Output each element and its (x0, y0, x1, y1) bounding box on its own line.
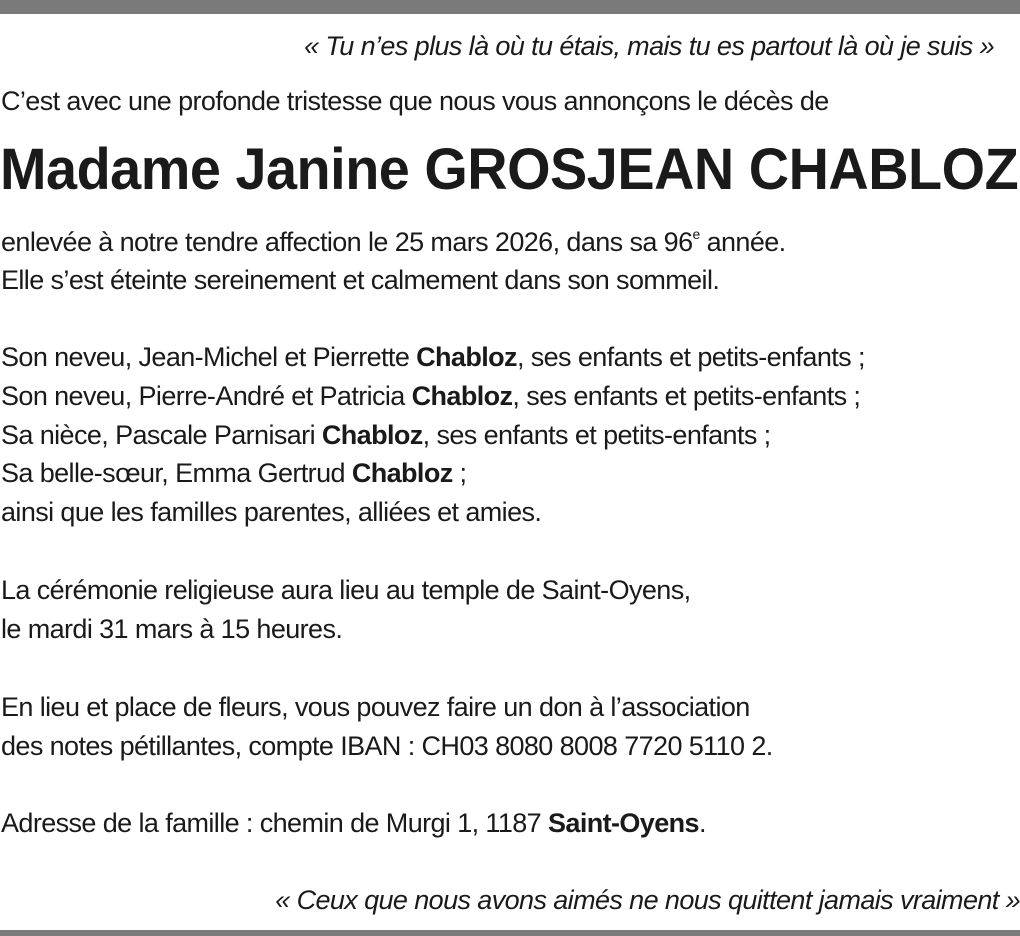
bottom-rule (0, 930, 1020, 936)
address-end: . (698, 808, 706, 838)
family-line-2 (1, 379, 860, 413)
opening-quote: « Tu n’es plus là où tu étais, mais tu es partout là où je suis » (304, 31, 994, 61)
intro-text: C’est avec une profonde tristesse que nous vous annonçons le décès de (1, 86, 829, 116)
top-rule (0, 0, 1020, 14)
family-address (1, 806, 706, 840)
family-line-3 (1, 418, 771, 452)
family-closing: ainsi que les familles parentes, alliées et amies. (1, 497, 542, 527)
donation-line-2: des notes pétillantes, compte IBAN : CH03 8080 8008 7720 5110 2. (1, 731, 773, 761)
family-surname: Chabloz (321, 420, 423, 450)
family-relation: Son neveu, Jean-Michel et Pierrette (1, 342, 417, 372)
ceremony-line-2: le mardi 31 mars à 15 heures. (1, 614, 343, 644)
family-surname: Chabloz (416, 342, 517, 372)
family-line-1 (1, 340, 865, 374)
family-relation: Son neveu, Pierre-André et Patricia (1, 381, 412, 411)
family-surname: Chabloz (351, 458, 453, 488)
ceremony-line-1: La cérémonie religieuse aura lieu au temple de Saint-Oyens, (1, 575, 691, 605)
peaceful-line: Elle s’est éteinte sereinement et calmement dans son sommeil. (1, 265, 720, 295)
family-line-4 (1, 456, 466, 490)
family-surname: Chabloz (411, 381, 513, 411)
death-line-text: enlevée à notre tendre affection le 25 mars 2026, dans sa 96 (1, 227, 693, 257)
death-line-end: année. (699, 227, 786, 257)
ordinal-suffix: e (692, 226, 700, 242)
closing-quote: « Ceux que nous avons aimés ne nous quittent jamais vraiment » (275, 885, 1020, 915)
address-text: Adresse de la famille : chemin de Murgi 1, 1187 (1, 808, 548, 838)
death-date-line (1, 225, 786, 259)
deceased-name: Madame Janine GROSJEAN CHABLOZ (0, 137, 1019, 202)
family-descendants: , ses enfants et petits-enfants ; (422, 420, 771, 450)
family-descendants: , ses enfants et petits-enfants ; (512, 381, 861, 411)
address-place: Saint-Oyens (548, 808, 699, 838)
family-descendants: , ses enfants et petits-enfants ; (516, 342, 865, 372)
family-relation: Sa belle-sœur, Emma Gertrud (1, 458, 352, 488)
family-relation: Sa nièce, Pascale Parnisari (1, 420, 322, 450)
family-descendants: ; (452, 458, 467, 488)
donation-line-1: En lieu et place de fleurs, vous pouvez faire un don à l’association (1, 692, 750, 722)
